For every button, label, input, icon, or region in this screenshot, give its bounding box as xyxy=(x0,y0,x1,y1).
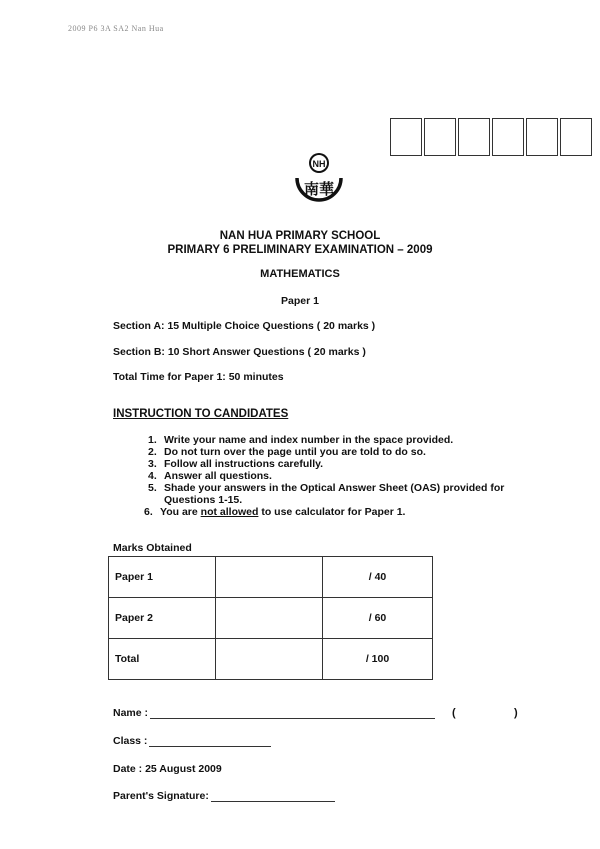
section-b-info: Section B: 10 Short Answer Questions ( 20 marks ) xyxy=(113,346,366,358)
name-field xyxy=(113,707,435,719)
class-field xyxy=(113,735,271,747)
name-line xyxy=(150,707,435,719)
school-logo xyxy=(287,148,351,212)
table-row xyxy=(109,598,433,639)
score-cell xyxy=(216,557,323,598)
logo-chinese: 南華 xyxy=(303,180,335,198)
header-note: 2009 P6 3A SA2 Nan Hua xyxy=(68,24,164,33)
total-time-info: Total Time for Paper 1: 50 minutes xyxy=(113,371,284,383)
index-number-boxes xyxy=(390,118,594,156)
marks-obtained-title: Marks Obtained xyxy=(113,542,192,554)
instruction-item: 5. Shade your answers in the Optical Answer Sheet (OAS) provided for Questions 1-15. xyxy=(148,482,505,506)
index-box xyxy=(560,118,592,156)
subject-title: MATHEMATICS xyxy=(260,268,340,280)
date-field xyxy=(113,763,222,775)
row-label: Paper 2 xyxy=(109,598,216,639)
logo-letters: NH xyxy=(312,159,326,169)
score-cell xyxy=(216,639,323,680)
row-label: Paper 1 xyxy=(109,557,216,598)
index-box xyxy=(390,118,422,156)
signature-field xyxy=(113,790,335,802)
index-paren-open: ( xyxy=(452,707,456,719)
date-label: Date : 25 August 2009 xyxy=(113,763,222,775)
max-marks: / 40 xyxy=(323,557,433,598)
max-marks: / 100 xyxy=(323,639,433,680)
instruction-item: 3. Follow all instructions carefully. xyxy=(148,458,324,470)
index-box xyxy=(492,118,524,156)
table-row xyxy=(109,557,433,598)
index-box xyxy=(458,118,490,156)
instructions-list xyxy=(144,434,528,518)
instructions-title: INSTRUCTION TO CANDIDATES xyxy=(113,408,289,420)
signature-line xyxy=(211,790,335,802)
index-box xyxy=(424,118,456,156)
instruction-item: 2. Do not turn over the page until you are told to do so. xyxy=(148,446,426,458)
instruction-item: 6. You are not allowed to use calculator for Paper 1. xyxy=(144,506,406,518)
class-line xyxy=(149,735,271,747)
table-row xyxy=(109,639,433,680)
score-cell xyxy=(216,598,323,639)
class-label: Class : xyxy=(113,735,148,747)
index-paren-close: ) xyxy=(514,707,518,719)
section-a-info: Section A: 15 Multiple Choice Questions ( 20 marks ) xyxy=(113,320,376,332)
row-label: Total xyxy=(109,639,216,680)
school-name: NAN HUA PRIMARY SCHOOL xyxy=(219,230,381,242)
index-box xyxy=(526,118,558,156)
name-label: Name : xyxy=(113,707,149,719)
max-marks: / 60 xyxy=(323,598,433,639)
instruction-item: 4. Answer all questions. xyxy=(148,470,272,482)
not-allowed-emphasis: not allowed xyxy=(200,506,259,518)
instruction-item: 1. Write your name and index number in the space provided. xyxy=(148,434,454,446)
marks-table xyxy=(108,556,433,680)
paper-label: Paper 1 xyxy=(281,295,319,307)
exam-title: PRIMARY 6 PRELIMINARY EXAMINATION – 2009 xyxy=(167,244,433,256)
signature-label: Parent's Signature: xyxy=(113,790,209,802)
